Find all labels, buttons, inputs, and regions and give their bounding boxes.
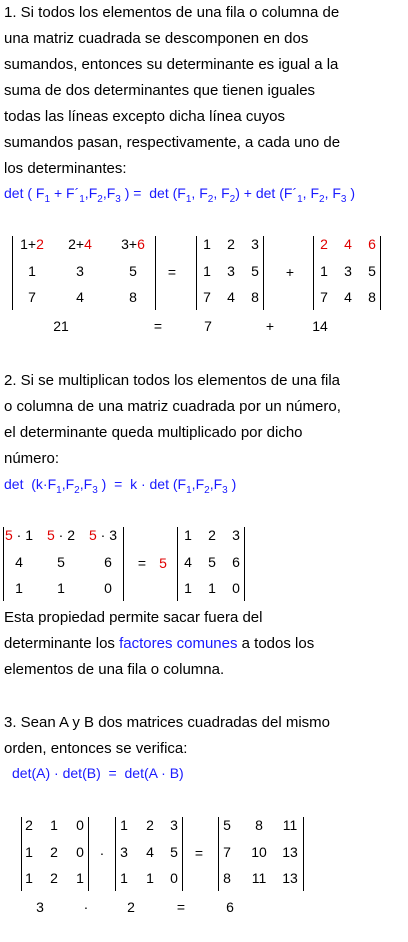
matrix-cell: 6 [104,554,112,570]
section1-formula: det ( $F_1$ + $F´_1,F_2,F_3$ ) = $\det (F_1$, $F_2$, $F_2) + \det$ ($F´_1$, $F_2$, $F_3$ ) [4,185,356,205]
result-value: 2 [127,899,135,915]
factores-comunes-link: factores comunes [119,635,238,652]
matrix-cell: 2 [320,236,328,252]
text-line: todas las líneas excepto dicha línea cuyos [4,108,286,125]
matrix-cell: 13 [282,870,298,886]
factor-value: 5 [159,555,167,571]
matrix-cell: 7 [28,289,36,305]
equals-sign: = [137,555,147,571]
matrix-cell: 3 [227,263,235,279]
matrix-cell: 1 [50,817,58,833]
section3-formula: det(A) · det(B) = det(A · B) [12,765,184,781]
matrix-1b [196,236,264,310]
matrix-cell: 0 [232,580,240,596]
matrix-cell: 5 · 3 [88,527,118,543]
matrix-cell: 3 [251,236,259,252]
text-line: 3. Sean A y B dos matrices cuadradas del mismo [4,714,330,731]
matrix-cell: 1 [25,844,33,860]
matrix-3a [21,817,89,891]
text-line: el determinante queda multiplicado por dicho [4,424,303,441]
matrix-cell: 5 [129,263,137,279]
matrix-cell: 0 [104,580,112,596]
matrix-cell: 2 [208,527,216,543]
result-value: 7 [204,318,212,334]
matrix-cell: 4 [15,554,23,570]
text-line: una matriz cuadrada se descomponen en dos [4,30,309,47]
matrix-cell: 11 [282,817,298,833]
result-value: 14 [312,318,328,334]
matrix-cell: 6 [368,236,376,252]
text-line: orden, entonces se verifica: [4,740,188,757]
matrix-cell: 0 [76,844,84,860]
text-line: sumandos, entonces su determinante es igual a la [4,56,339,73]
matrix-cell: 8 [255,817,263,833]
matrix-cell: 1 [120,870,128,886]
matrix-cell: 5 [223,817,231,833]
result-value: 6 [226,899,234,915]
matrix-2b [177,527,245,601]
matrix-cell: 8 [129,289,137,305]
matrix-cell: 5 [368,263,376,279]
matrix-cell: 0 [170,870,178,886]
matrix-cell: 4 [344,289,352,305]
result-value: 21 [53,318,69,334]
matrix-cell: 5 [208,554,216,570]
matrix-cell: 1 [28,263,36,279]
matrix-cell: 2 [227,236,235,252]
text-line: determinante los factores comunes a todos los [4,635,315,652]
matrix-cell: 5 [170,844,178,860]
matrix-3c [218,817,304,891]
text-line: 2. Si se multiplican todos los elementos de una fila [4,372,341,389]
matrix-cell: 3 [120,844,128,860]
matrix-cell: 1 [320,263,328,279]
matrix-cell: 5 · 2 [46,527,76,543]
matrix-cell: 2 [50,844,58,860]
matrix-cell: 7 [320,289,328,305]
matrix-cell: 5 · 1 [4,527,34,543]
text-line: Esta propiedad permite sacar fuera del [4,609,263,626]
text-line: elementos de una fila o columna. [4,661,225,678]
matrix-cell: 1 [208,580,216,596]
matrix-cell: 2+4 [68,236,92,252]
text-line: suma de dos determinantes que tienen iguales [4,82,316,99]
matrix-cell: 1 [120,817,128,833]
matrix-cell: 13 [282,844,298,860]
matrix-cell: 8 [223,870,231,886]
matrix-cell: 3 [232,527,240,543]
section2-formula: $\det (k\cdot F_1,F_2,F_3$ ) = $k \cdot \det (F_1,F_2,F_3$ ) [4,476,237,496]
text-line: los determinantes: [4,160,127,177]
matrix-cell: 6 [232,554,240,570]
result-dot: · [83,899,89,915]
matrix-cell: 2 [50,870,58,886]
equals-sign: = [167,264,177,280]
matrix-cell: 3 [344,263,352,279]
equals-sign: = [194,845,204,861]
matrix-cell: 1 [57,580,65,596]
matrix-cell: 7 [203,289,211,305]
multiply-dot: · [99,845,105,861]
text-line: 1. Si todos los elementos de una fila o columna de [4,4,340,21]
matrix-cell: 1 [76,870,84,886]
matrix-cell: 1 [203,263,211,279]
matrix-cell: 4 [184,554,192,570]
matrix-cell: 1 [184,580,192,596]
matrix-3b [115,817,183,891]
plus-sign: + [285,264,295,280]
matrix-cell: 1 [146,870,154,886]
matrix-cell: 1 [203,236,211,252]
matrix-cell: 5 [57,554,65,570]
text-line: número: [4,450,60,467]
matrix-cell: 1 [184,527,192,543]
matrix-cell: 8 [368,289,376,305]
text-line: o columna de una matriz cuadrada por un número, [4,398,341,415]
matrix-cell: 4 [344,236,352,252]
result-value: 3 [36,899,44,915]
matrix-cell: 11 [251,870,267,886]
result-equals: = [153,318,163,334]
text-line: sumandos pasan, respectivamente, a cada uno de [4,134,341,151]
matrix-2a [3,527,124,601]
matrix-1a [12,236,156,310]
matrix-cell: 4 [146,844,154,860]
matrix-cell: 0 [76,817,84,833]
matrix-cell: 5 [251,263,259,279]
matrix-cell: 10 [251,844,267,860]
matrix-cell: 4 [76,289,84,305]
matrix-cell: 7 [223,844,231,860]
section1-text [4,0,340,182]
matrix-cell: 2 [146,817,154,833]
matrix-cell: 8 [251,289,259,305]
result-equals: = [176,899,186,915]
result-plus: + [265,318,275,334]
matrix-cell: 1 [15,580,23,596]
matrix-1c [313,236,381,310]
matrix-cell: 3+6 [121,236,145,252]
section3-text [4,710,330,762]
matrix-cell: 4 [227,289,235,305]
matrix-cell: 3 [170,817,178,833]
matrix-cell: 2 [25,817,33,833]
section2-text [4,368,341,472]
matrix-cell: 3 [76,263,84,279]
matrix-cell: 1+2 [20,236,44,252]
matrix-cell: 1 [25,870,33,886]
section2-after-text [4,605,314,683]
